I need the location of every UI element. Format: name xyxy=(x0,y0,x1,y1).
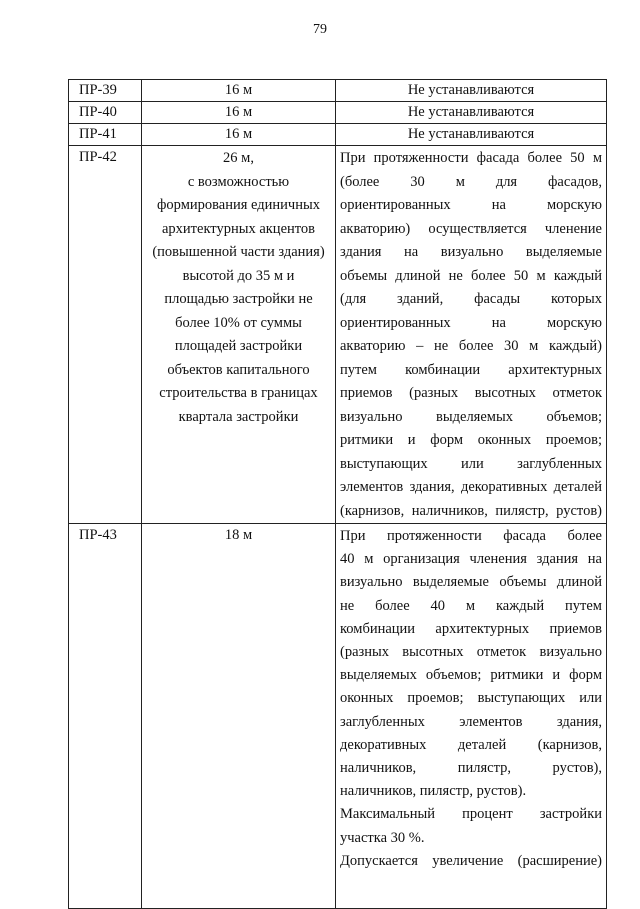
text-line: элементов здания, декоративных деталей xyxy=(340,479,602,495)
text-line: визуально выделяемые объемы длиной xyxy=(340,574,602,591)
max-height xyxy=(142,146,336,524)
text-line: выделяемых объемов; ритмики и форм xyxy=(340,667,602,684)
text-line: оконных проемов; выступающих или xyxy=(340,690,602,707)
limits-text: Не устанавливаются xyxy=(336,80,607,102)
text-line: архитектурных акцентов xyxy=(161,220,316,237)
regulations-table xyxy=(68,79,607,909)
table-row xyxy=(69,80,607,102)
text-line: здания на визуально выделяемые xyxy=(340,244,602,260)
text-line: не более 40 м каждый путем xyxy=(340,597,602,614)
text-line: квартала застройки xyxy=(178,408,299,425)
text-line: строительства в границах xyxy=(159,385,318,401)
text-line: площадью застройки не xyxy=(164,291,313,307)
text-line: При протяженности фасада более xyxy=(340,528,602,544)
text-line: ориентированных на морскую xyxy=(340,314,602,331)
text-line: При протяженности фасада более 50 м xyxy=(340,150,602,166)
text-line: объектов капитального xyxy=(167,361,310,378)
text-line: 26 м, xyxy=(223,150,254,166)
zone-code: ПР-41 xyxy=(69,124,142,146)
limits-text xyxy=(336,146,607,524)
text-line: объемы длиной не более 50 м каждый xyxy=(340,267,602,284)
text-line: декоративных деталей (карнизов, xyxy=(340,736,602,753)
table-row xyxy=(69,102,607,124)
text-line: Допускается увеличение (расширение) xyxy=(340,852,602,869)
limits-text: Не устанавливаются xyxy=(336,124,607,146)
text-line: комбинации архитектурных приемов xyxy=(340,620,602,637)
text-line: с возможностью xyxy=(187,173,290,190)
text-line: акваторию) осуществляется членение xyxy=(340,220,602,237)
page-number: 79 xyxy=(313,22,327,37)
text-line: более 10% от суммы xyxy=(175,314,302,331)
text-line: путем комбинации архитектурных xyxy=(340,361,602,378)
text-line: 40 м организация членения здания на xyxy=(340,551,602,568)
text-line: (карнизов, наличников, пилястр, рустов) xyxy=(340,502,602,519)
text-line: (разных высотных отметок визуально xyxy=(340,644,602,661)
text-line: участка 30 %. xyxy=(340,829,425,846)
text-line: (более 30 м для фасадов, xyxy=(340,173,602,190)
text-line: (повышенной части здания) xyxy=(152,244,325,260)
max-height: 16 м xyxy=(142,124,336,146)
text-line: приемов (разных высотных отметок xyxy=(340,385,602,401)
text-line: наличников, пилястр, рустов). xyxy=(340,783,527,800)
text-line: высотой до 35 м и xyxy=(182,267,295,284)
table-row xyxy=(69,524,607,909)
text-line: формирования единичных xyxy=(157,197,320,213)
text-line: визуально выделяемых объемов; xyxy=(340,408,602,425)
limits-text xyxy=(336,524,607,909)
text-line: ориентированных на морскую xyxy=(340,197,602,213)
text-line: площадей застройки xyxy=(174,338,303,354)
zone-code: ПР-39 xyxy=(69,80,142,102)
text-line: наличников, пилястр, рустов), xyxy=(340,760,602,777)
text-line: Максимальный процент застройки xyxy=(340,806,602,823)
text-line: выступающих или заглубленных xyxy=(340,455,602,472)
max-height: 16 м xyxy=(142,80,336,102)
max-height: 18 м xyxy=(142,524,336,909)
text-line: ритмики и форм оконных проемов; xyxy=(340,432,602,448)
zone-code: ПР-40 xyxy=(69,102,142,124)
table-row xyxy=(69,124,607,146)
text-line: акваторию – не более 30 м каждый) xyxy=(340,338,602,354)
text-line: заглубленных элементов здания, xyxy=(340,713,602,730)
max-height: 16 м xyxy=(142,102,336,124)
text-line: (для зданий, фасады которых xyxy=(340,291,602,307)
zone-code: ПР-42 xyxy=(69,146,142,524)
zone-code: ПР-43 xyxy=(69,524,142,909)
table-row xyxy=(69,146,607,524)
limits-text: Не устанавливаются xyxy=(336,102,607,124)
